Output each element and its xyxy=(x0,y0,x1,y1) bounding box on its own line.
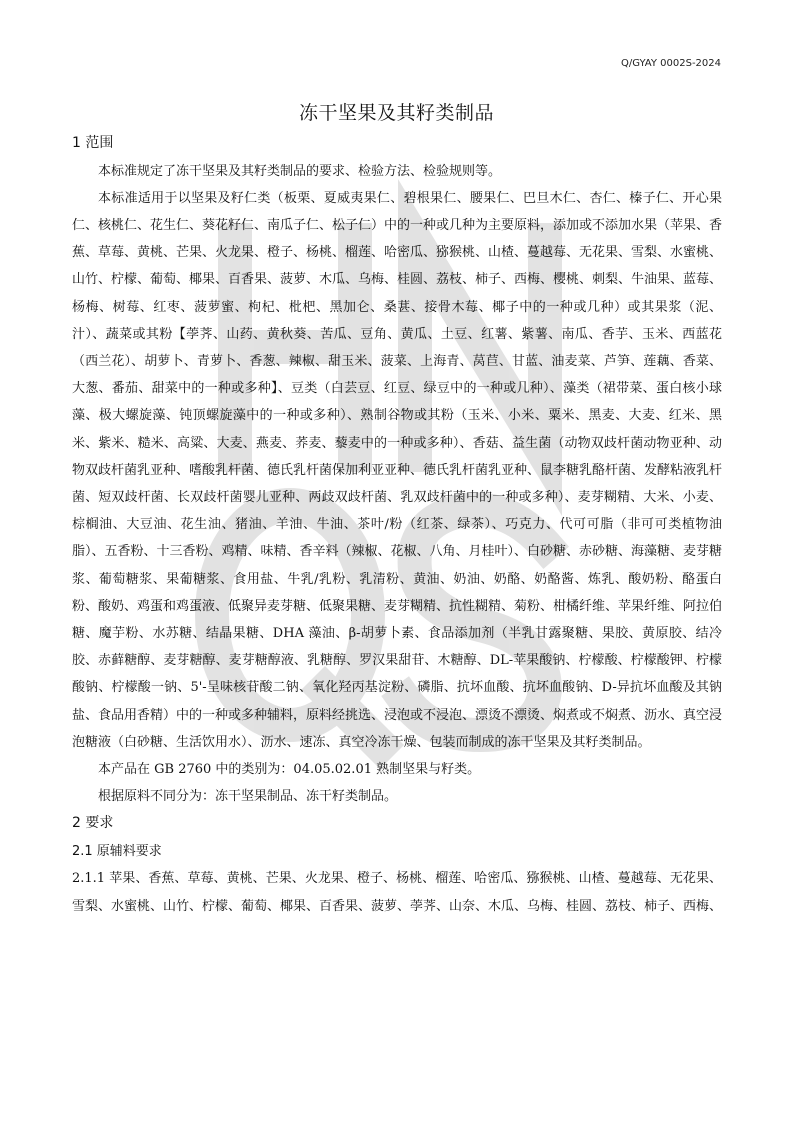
scope-paragraph-3: 本产品在 GB 2760 中的类别为：04.05.02.01 熟制坚果与籽类。 xyxy=(98,761,481,777)
section-2-1-heading: 2.1 原辅料要求 xyxy=(72,843,162,859)
scope-paragraph-2: 本标准适用于以坚果及籽仁类（板栗、夏威夷果仁、碧根果仁、腰果仁、巴旦木仁、杏仁、榛子仁、开心果仁、核桃仁、花生仁、葵花籽仁、南瓜子仁、松子仁）中的一种或几种为主要原料，添加或不添加水果（苹果、香蕉、草莓、黄桃、芒果、火龙果、橙子、杨桃、榴莲、哈密瓜、猕猴桃、山楂、蔓越莓、无花果、雪梨、水蜜桃、山竹、柠檬、葡萄、椰果、百香果、菠萝、木瓜、乌梅、桂圆、荔枝、柿子、西梅、樱桃、刺梨、牛油果、蓝莓、杨梅、树莓、红枣、菠萝蜜、枸杞、枇杷、黑加仑、桑葚、接骨木莓、椰子中的一种或几种）或其果浆（泥、汁）、蔬菜或其粉【荸荠、山药、黄秋葵、苦瓜、豆角、黄瓜、土豆、红薯、紫薯、南瓜、香芋、玉米、西蓝花（西兰花）、胡萝卜、青萝卜、香葱、辣椒、甜玉米、菠菜、上海青、莴苣、甘蓝、油麦菜、芦笋、莲藕、香菜、大葱、番茄、甜菜中的一种或多种】、豆类（白芸豆、红豆、绿豆中的一种或几种）、藻类（裙带菜、蛋白核小球藻、极大螺旋藻、钝顶螺旋藻中的一种或多种）、熟制谷物或其粉（玉米、小米、粟米、黑麦、大麦、红米、黑米、紫米、糙米、高粱、大麦、燕麦、荞麦、藜麦中的一种或多种）、香菇、益生菌（动物双歧杆菌动物亚种、动物双歧杆菌乳亚种、嗜酸乳杆菌、德氏乳杆菌保加利亚亚种、德氏乳杆菌乳亚种、鼠李糖乳酪杆菌、发酵粘液乳杆菌、短双歧杆菌、长双歧杆菌婴儿亚种、两歧双歧杆菌、乳双歧杆菌中的一种或多种）、麦芽糊精、大米、小麦、棕榈油、大豆油、花生油、猪油、羊油、牛油、茶叶/粉（红茶、绿茶）、巧克力、代可可脂（非可可类植物油脂）、五香粉、十三香粉、鸡精、味精、香辛料（辣椒、花椒、八角、月桂叶）、白砂糖、赤砂糖、海藻糖、麦芽糖浆、葡萄糖浆、果葡糖浆、食用盐、牛乳/乳粉、乳清粉、黄油、奶油、奶酪、奶酪酱、炼乳、酸奶粉、酪蛋白粉、酸奶、鸡蛋和鸡蛋液、低聚异麦芽糖、低聚果糖、麦芽糊精、抗性糊精、菊粉、柑橘纤维、苹果纤维、阿拉伯糖、魔芋粉、水苏糖、结晶果糖、DHA 藻油、β-胡萝卜素、食品添加剂（半乳甘露聚糖、果胶、黄原胶、结冷胶、赤藓糖醇、麦芽糖醇、麦芽糖醇液、乳糖醇、罗汉果甜苷、木糖醇、DL-苹果酸钠、柠檬酸、柠檬酸钾、柠檬酸钠、柠檬酸一钠、5'-呈味核苷酸二钠、氧化羟丙基淀粉、磷脂、抗坏血酸、抗坏血酸钠、D-异抗坏血酸及其钠盐、食品用香精）中的一种或多种辅料，原料经挑选、浸泡或不浸泡、漂烫不漂烫、焖煮或不焖煮、沥水、真空浸泡糖液（白砂糖、生活饮用水）、沥水、速冻、真空冷冻干燥、包装而制成的冻干坚果及其籽类制品。 xyxy=(72,190,723,750)
section-1-heading: 1 范围 xyxy=(72,135,114,151)
standard-code: Q/GYAY 0002S-2024 xyxy=(620,58,721,69)
section-2-heading: 2 要求 xyxy=(72,815,114,832)
scope-paragraph-1: 本标准规定了冻干坚果及其籽类制品的要求、检验方法、检验规则等。 xyxy=(98,163,502,179)
clause-2-1-1: 2.1.1 苹果、香蕉、草莓、黄桃、芒果、火龙果、橙子、杨桃、榴莲、哈密瓜、猕猴桃、山楂、蔓越莓、无花果、雪梨、水蜜桃、山竹、柠檬、葡萄、椰果、百香果、菠萝、荸荠、山奈、木瓜、乌梅、桂圆、荔枝、柿子、西梅、 xyxy=(72,871,723,914)
document-body xyxy=(72,130,722,920)
scope-paragraph-4: 根据原料不同分为：冻干坚果制品、冻干籽类制品。 xyxy=(98,789,398,805)
document-title: 冻干坚果及其籽类制品 xyxy=(298,102,494,124)
